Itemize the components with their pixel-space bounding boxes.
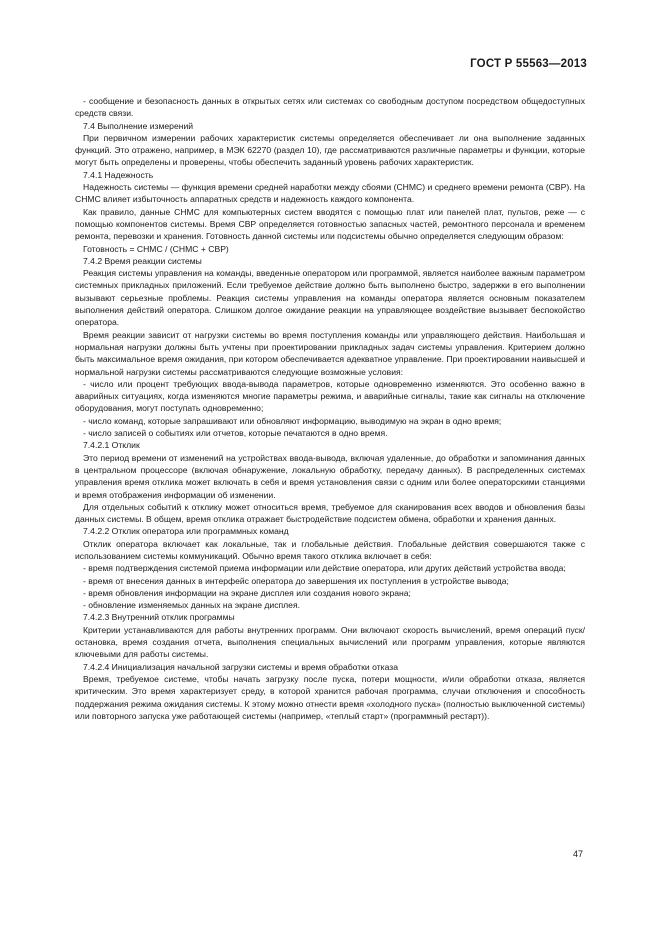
- body-paragraph: Это период времени от изменений на устройствах ввода-вывода, включая удаленные, до обработки и запоминания данных в центральном процессоре (включая обнаружение, локальную обработку, передачу данных). В распределенных системах управления время отклика может включать в себя и время установления связи с одним или более операторскими станциями и время отображения информации об изменении.: [75, 452, 585, 500]
- body-paragraph: Как правило, данные СНМС для компьютерных систем вводятся с помощью плат или панелей плат, пультов, реже — с помощью компонентов системы. Время СВР определяется готовностью запасных частей, ремонтного персонала и временем ремонта, перевозки и хранения. Готовность данной системы или подсистемы обычно определяется следующим образом:: [75, 206, 585, 242]
- section-heading: 7.4.2.1 Отклик: [83, 440, 140, 451]
- section-heading: 7.4.2.3 Внутренний отклик программы: [83, 612, 235, 623]
- body-paragraph: Отклик оператора включает как локальные, так и глобальные действия. Глобальные действия совершаются также с использованием системы коммуникаций. Обычно время такого отклика включает в себя:: [75, 538, 585, 561]
- body-paragraph: Реакция системы управления на команды, введенные оператором или программой, является наиболее важным параметром системных прикладных приложений. Если требуемое действие должно быть выполнено быстро, задержки в его выполнении вызывают серьезные проблемы. Реакция системы управления на команды оператора является основным показателем выполнения действий оператора. Слишком долгое ожидание реакции на управляющее воздействие вызывает беспокойство оператора.: [75, 268, 585, 328]
- section-heading: 7.4.2.2 Отклик оператора или программных команд: [83, 526, 289, 537]
- body-paragraph: Надежность системы — функция времени средней наработки между сбоями (СНМС) и среднего времени ремонта (СВР). На СНМС влияет избыточность аппаратных средств и надежность каждого компонента.: [75, 182, 585, 205]
- section-heading: 7.4 Выполнение измерений: [83, 120, 194, 131]
- section-heading: 7.4.2.4 Инициализация начальной загрузки системы и время обработки отказа: [83, 661, 398, 672]
- bullet-item: - время подтверждения системой приема информации или действие оператора, или других действий устройства ввода;: [83, 563, 566, 574]
- bullet-item: - время от внесения данных в интерфейс оператора до завершения их поступления в устройстве вывода;: [83, 575, 509, 586]
- body-paragraph: Для отдельных событий к отклику может относиться время, требуемое для сканирования всех вводов и обновления базы данных системы. В общем, время отклика отражает быстродействие подсистем обмена, обработки и хранения данных.: [75, 501, 585, 525]
- bullet-item: - число команд, которые запрашивают или обновляют информацию, выводимую на экран в одно время;: [83, 415, 502, 426]
- section-heading: 7.4.2 Время реакции системы: [83, 255, 202, 266]
- page-number: 47: [572, 849, 583, 859]
- body-paragraph: Время реакции зависит от нагрузки системы во время поступления команды или управляющего действия. Наибольшая и нормальная нагрузки должны быть учтены при проектировании прикладных задач системы управления. Критерием должно быть максимальное время ожидания, при котором обеспечивается адекватное управление. При проектировании наивысшей и нормальной нагрузки системы рассматриваются следующие возможные условия:: [75, 329, 585, 377]
- document-header: ГОСТ Р 55563—2013: [470, 58, 587, 70]
- bullet-item: - время обновления информации на экране дисплея или создания нового экрана;: [83, 587, 411, 598]
- bullet-item: - число или процент требующих ввода-вывода параметров, которые одновременно изменяются. Это особенно важно в аварийных ситуациях, когда изменяются многие параметры режима, и аварийные сигналы, такие как сигналы на отключение оборудования, могут поступать одновременно;: [75, 378, 585, 414]
- body-paragraph: Критерии устанавливаются для работы внутренних программ. Они включают скорость вычислений, время операций пуск/остановка, время создания отчета, выполнения специальных вычислений или программ управления, которые являются ключевыми для работы системы.: [75, 624, 585, 660]
- body-paragraph: При первичном измерении рабочих характеристик системы определяется обеспечивает ли она выполнение заданных функций. Это отражено, например, в МЭК 62270 (раздел 10), где рассматриваются различные параметры и функции, которые могут быть определены и проверены, чтобы обеспечить заданный уровень рабочих характеристик.: [75, 132, 585, 168]
- bullet-item: - сообщение и безопасность данных в открытых сетях или системах со свободным доступом посредством общедоступных средств связи.: [75, 96, 585, 119]
- body-paragraph: Время, требуемое системе, чтобы начать загрузку после пуска, потери мощности, и/или обработки отказа, является критическим. Это время характеризует среду, в которой хранится рабочая программа, случаи отключения и способность поддержания режима ожидания системы. К этому можно отнести время «холодного пуска» (полностью выключенной системы) или повторного запуска уже работающей системы (например, «теплый старт» (программный рестарт)).: [75, 673, 585, 721]
- bullet-item: - число записей о событиях или отчетов, которые печатаются в одно время.: [83, 428, 388, 439]
- formula-line: Готовность = СНМС / (СНМС + СВР): [83, 243, 229, 254]
- bullet-item: - обновление изменяемых данных на экране дисплея.: [83, 600, 301, 611]
- document-body: [75, 95, 585, 722]
- section-heading: 7.4.1 Надежность: [83, 169, 154, 180]
